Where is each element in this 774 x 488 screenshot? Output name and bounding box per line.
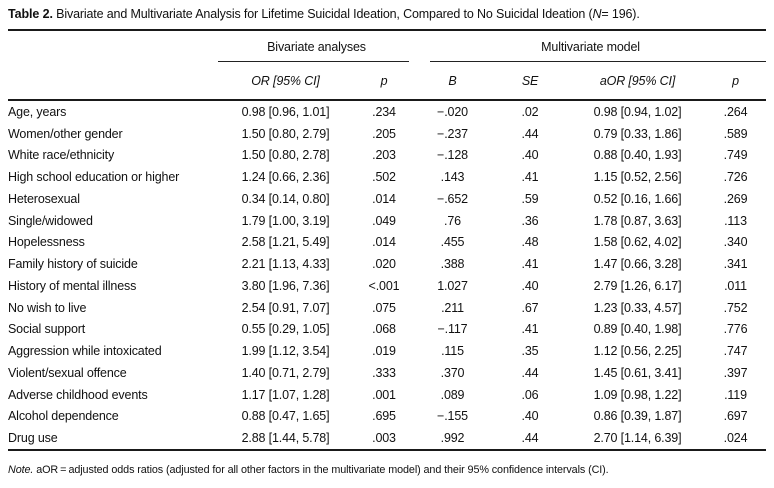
cell-or-ci: 3.80 [1.96, 7.36] (241, 278, 330, 293)
column-header-b: B (415, 62, 490, 100)
cell-se: .40 (521, 148, 539, 163)
table-row (8, 427, 766, 450)
cell-b: .455 (440, 235, 465, 250)
cell-b: −.652 (437, 191, 468, 206)
table-row (8, 210, 766, 232)
table-row (8, 362, 766, 384)
cell-se: .44 (521, 431, 539, 446)
cell-or-ci: 2.88 [1.44, 5.78] (241, 431, 330, 446)
cell-se: .41 (521, 322, 539, 337)
table-caption (8, 0, 766, 31)
cell-aor-ci: 0.52 [0.16, 1.66] (593, 191, 682, 206)
cell-p-bivariate: .068 (372, 322, 396, 337)
row-label: Drug use (8, 431, 58, 446)
cell-aor-ci: 1.78 [0.87, 3.63] (593, 213, 682, 228)
cell-or-ci: 1.50 [0.80, 2.78] (241, 148, 330, 163)
row-label: Women/other gender (8, 126, 123, 141)
cell-aor-ci: 1.45 [0.61, 3.41] (593, 365, 682, 380)
table-row (8, 275, 766, 297)
cell-p-multivariate: .011 (724, 278, 747, 293)
cell-b: −.128 (437, 148, 468, 163)
cell-b: .370 (440, 365, 465, 380)
cell-p-multivariate: .269 (723, 191, 748, 206)
table-row (8, 123, 766, 145)
cell-p-bivariate: .014 (372, 235, 396, 250)
row-label: Aggression while intoxicated (8, 344, 162, 359)
cell-se: .48 (521, 235, 539, 250)
cell-p-bivariate: .333 (372, 365, 396, 380)
cell-or-ci: 1.24 [0.66, 2.36] (241, 170, 330, 185)
cell-p-bivariate: .049 (372, 213, 396, 228)
table-row (8, 384, 766, 406)
cell-p-multivariate: .397 (723, 365, 748, 380)
row-label: Age, years (8, 104, 67, 119)
table-row (8, 253, 766, 275)
cell-or-ci: 1.17 [1.07, 1.28] (241, 387, 330, 402)
cell-p-multivariate: .024 (723, 431, 748, 446)
table-row (8, 319, 766, 341)
cell-aor-ci: 0.88 [0.40, 1.93] (593, 148, 682, 163)
cell-p-multivariate: .341 (723, 257, 748, 272)
row-label: History of mental illness (8, 278, 137, 293)
row-label: No wish to live (8, 300, 87, 315)
table-row (8, 188, 766, 210)
cell-or-ci: 2.58 [1.21, 5.49] (241, 235, 330, 250)
cell-se: .02 (521, 104, 539, 119)
spanner-bivariate: Bivariate analyses (218, 31, 415, 62)
cell-aor-ci: 2.70 [1.14, 6.39] (593, 431, 682, 446)
cell-se: .40 (521, 409, 539, 424)
cell-se: .40 (521, 278, 539, 293)
cell-p-bivariate: .502 (372, 170, 396, 185)
cell-p-multivariate: .264 (723, 104, 748, 119)
cell-b: .211 (441, 300, 464, 315)
row-label: Family history of suicide (8, 257, 138, 272)
table-caption-n: N (592, 7, 602, 21)
cell-p-bivariate: .020 (372, 257, 396, 272)
cell-or-ci: 0.88 [0.47, 1.65] (241, 409, 330, 424)
cell-p-bivariate: .075 (372, 300, 396, 315)
spanner-multivariate: Multivariate model (415, 31, 766, 62)
row-label: Alcohol dependence (8, 409, 119, 424)
table-row (8, 297, 766, 319)
cell-b: .143 (440, 170, 465, 185)
row-label: White race/ethnicity (8, 148, 115, 163)
cell-aor-ci: 1.47 [0.66, 3.28] (593, 257, 682, 272)
results-table (8, 31, 766, 451)
cell-se: .67 (521, 300, 539, 315)
cell-se: .41 (521, 170, 539, 185)
column-header-p-multivariate: p (705, 62, 766, 100)
spanner-row (8, 31, 766, 62)
cell-aor-ci: 1.15 [0.52, 2.56] (593, 170, 682, 185)
cell-aor-ci: 0.86 [0.39, 1.87] (593, 409, 682, 424)
cell-aor-ci: 0.98 [0.94, 1.02] (593, 104, 682, 119)
cell-p-multivariate: .776 (723, 322, 748, 337)
cell-se: .41 (521, 257, 539, 272)
cell-p-bivariate: <.001 (368, 278, 400, 293)
cell-b: −.155 (437, 409, 468, 424)
cell-p-bivariate: .019 (372, 344, 396, 359)
cell-or-ci: 0.34 [0.14, 0.80] (241, 191, 330, 206)
cell-b: .76 (444, 213, 461, 228)
cell-se: .06 (521, 387, 539, 402)
cell-se: .44 (521, 365, 539, 380)
column-header-row (8, 62, 766, 100)
cell-p-multivariate: .747 (723, 344, 748, 359)
table-row (8, 340, 766, 362)
cell-p-multivariate: .697 (723, 409, 748, 424)
table-note (8, 464, 766, 476)
cell-b: −.237 (437, 126, 468, 141)
cell-or-ci: 1.50 [0.80, 2.79] (241, 126, 330, 141)
cell-se: .59 (521, 191, 539, 206)
cell-b: .992 (440, 431, 465, 446)
column-header-p-bivariate: p (353, 62, 415, 100)
row-label: Adverse childhood events (8, 387, 148, 402)
column-header-se: SE (490, 62, 570, 100)
cell-or-ci: 0.98 [0.96, 1.01] (241, 104, 330, 119)
cell-or-ci: 0.55 [0.29, 1.05] (241, 322, 330, 337)
table-row (8, 406, 766, 428)
table-note-label: Note. (8, 464, 34, 476)
cell-aor-ci: 1.09 [0.98, 1.22] (593, 387, 682, 402)
table-row (8, 145, 766, 167)
cell-p-bivariate: .014 (372, 191, 396, 206)
table-body (8, 100, 766, 450)
table-row (8, 100, 766, 123)
cell-aor-ci: 1.58 [0.62, 4.02] (593, 235, 682, 250)
table-caption-text: Bivariate and Multivariate Analysis for Lifetime Suicidal Ideation, Compared to No Suicidal Ideation ( (52, 7, 593, 21)
cell-aor-ci: 1.23 [0.33, 4.57] (593, 300, 682, 315)
cell-or-ci: 1.99 [1.12, 3.54] (241, 344, 330, 359)
table-note-text: aOR = adjusted odds ratios (adjusted for all other factors in the multivariate model) and their 95% confidence intervals (CI). (33, 464, 609, 476)
cell-b: .115 (441, 344, 464, 359)
column-header-aor-ci: aOR [95% CI] (570, 62, 705, 100)
table-caption-text-end: = 196). (601, 7, 640, 21)
cell-p-multivariate: .119 (724, 387, 747, 402)
row-label: Heterosexual (8, 191, 80, 206)
cell-p-multivariate: .589 (723, 126, 748, 141)
cell-p-bivariate: .001 (372, 387, 396, 402)
column-header-or-ci: OR [95% CI] (218, 62, 353, 100)
cell-b: −.020 (437, 104, 468, 119)
cell-p-bivariate: .234 (372, 104, 396, 119)
cell-aor-ci: 2.79 [1.26, 6.17] (593, 278, 682, 293)
cell-p-multivariate: .113 (724, 213, 747, 228)
cell-aor-ci: 1.12 [0.56, 2.25] (593, 344, 682, 359)
cell-or-ci: 2.54 [0.91, 7.07] (241, 300, 330, 315)
cell-b: 1.027 (437, 278, 468, 293)
cell-or-ci: 1.40 [0.71, 2.79] (241, 365, 330, 380)
cell-p-bivariate: .205 (372, 126, 396, 141)
cell-se: .36 (521, 213, 539, 228)
table-row (8, 166, 766, 188)
cell-b: .388 (440, 257, 465, 272)
cell-p-bivariate: .695 (372, 409, 396, 424)
row-label: Violent/sexual offence (8, 365, 127, 380)
table-caption-number: Table 2. (8, 7, 53, 21)
cell-b: .089 (440, 387, 465, 402)
cell-p-multivariate: .726 (723, 170, 748, 185)
cell-b: −.117 (437, 322, 468, 337)
spanner-empty (8, 31, 218, 62)
cell-or-ci: 1.79 [1.00, 3.19] (241, 213, 330, 228)
cell-aor-ci: 0.79 [0.33, 1.86] (593, 126, 682, 141)
cell-or-ci: 2.21 [1.13, 4.33] (241, 257, 330, 272)
cell-se: .44 (521, 126, 539, 141)
cell-p-multivariate: .752 (723, 300, 748, 315)
row-label: Social support (8, 322, 86, 337)
cell-p-bivariate: .003 (372, 431, 396, 446)
cell-p-multivariate: .749 (723, 148, 748, 163)
row-label: Hopelessness (8, 235, 85, 250)
cell-se: .35 (521, 344, 539, 359)
row-label: Single/widowed (8, 213, 93, 228)
cell-p-bivariate: .203 (372, 148, 396, 163)
cell-aor-ci: 0.89 [0.40, 1.98] (593, 322, 682, 337)
cell-p-multivariate: .340 (723, 235, 748, 250)
column-header-empty (8, 62, 218, 100)
row-label: High school education or higher (8, 170, 180, 185)
table-row (8, 232, 766, 254)
